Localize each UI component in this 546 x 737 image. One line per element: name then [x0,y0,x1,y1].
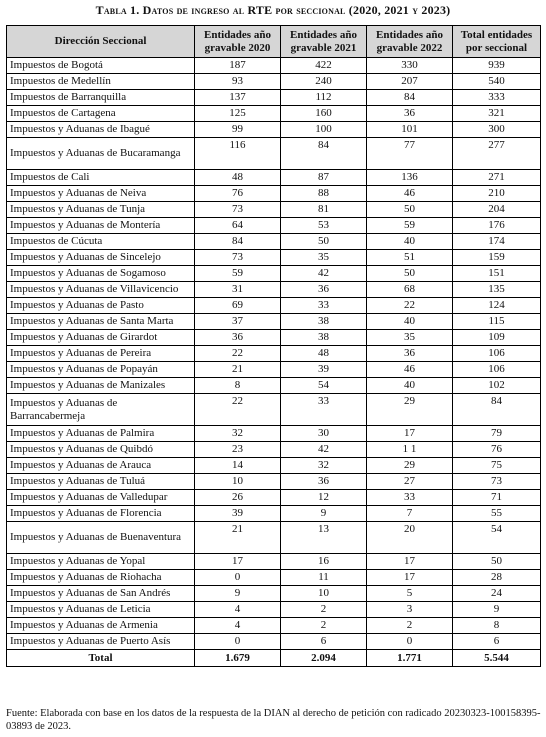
cell-2021: 9 [281,506,367,522]
cell-2022: 46 [367,186,453,202]
cell-2021: 16 [281,554,367,570]
cell-total: 102 [453,378,541,394]
table-row [7,426,541,442]
cell-seccional: Impuestos y Aduanas de Sogamoso [7,266,195,282]
cell-2020: 22 [195,346,281,362]
cell-2021: 39 [281,362,367,378]
cell-seccional: Impuestos de Barranquilla [7,90,195,106]
table-row [7,106,541,122]
cell-total: 271 [453,170,541,186]
cell-2022: 17 [367,554,453,570]
cell-2021: 10 [281,586,367,602]
cell-2022: 0 [367,634,453,650]
cell-seccional: Impuestos y Aduanas de Girardot [7,330,195,346]
cell-2022: 101 [367,122,453,138]
cell-2022: 46 [367,362,453,378]
table-row [7,586,541,602]
cell-total: 540 [453,74,541,90]
cell-2021: 2 [281,602,367,618]
cell-seccional: Impuestos y Aduanas de Neiva [7,186,195,202]
cell-total: 333 [453,90,541,106]
cell-2021: 48 [281,346,367,362]
cell-2020: 99 [195,122,281,138]
table-row [7,570,541,586]
cell-2022: 84 [367,90,453,106]
table-row [7,506,541,522]
cell-total: 210 [453,186,541,202]
table-row [7,362,541,378]
cell-seccional: Impuestos y Aduanas de Pasto [7,298,195,314]
cell-2022: 40 [367,378,453,394]
table-row [7,458,541,474]
table-row [7,602,541,618]
table-row [7,234,541,250]
cell-2021: 240 [281,74,367,90]
cell-seccional: Impuestos y Aduanas de Florencia [7,506,195,522]
cell-total: 6 [453,634,541,650]
cell-2022: 3 [367,602,453,618]
cell-seccional: Impuestos y Aduanas de Bucaramanga [7,138,195,170]
cell-2022: 35 [367,330,453,346]
cell-2021: 12 [281,490,367,506]
table-row [7,250,541,266]
cell-2021: 54 [281,378,367,394]
cell-total: 50 [453,554,541,570]
cell-2021: 81 [281,202,367,218]
cell-2020: 17 [195,554,281,570]
cell-2021: 13 [281,522,367,554]
cell-seccional: Impuestos y Aduanas de Pereira [7,346,195,362]
table-row [7,218,541,234]
table-row [7,394,541,426]
cell-total: 79 [453,426,541,442]
cell-2021: 6 [281,634,367,650]
cell-total: 71 [453,490,541,506]
cell-seccional: Impuestos y Aduanas de Puerto Asís [7,634,195,650]
table-row [7,442,541,458]
cell-seccional: Impuestos y Aduanas de Valledupar [7,490,195,506]
cell-total: 76 [453,442,541,458]
cell-2021: 87 [281,170,367,186]
cell-2022: 40 [367,314,453,330]
total-row [7,650,541,667]
cell-seccional: Impuestos de Bogotá [7,58,195,74]
cell-2020: 4 [195,618,281,634]
source-note: Fuente: Elaborada con base en los datos de la respuesta de la DIAN al derecho de petición con radicado 20230323-100158395-03893 de 2023. [6,708,541,732]
table-row [7,266,541,282]
cell-2021: 100 [281,122,367,138]
cell-2020: 23 [195,442,281,458]
cell-2020: 37 [195,314,281,330]
cell-2022: 68 [367,282,453,298]
cell-total: 9 [453,602,541,618]
cell-2020: 59 [195,266,281,282]
cell-2020: 26 [195,490,281,506]
cell-seccional: Impuestos y Aduanas de Palmira [7,426,195,442]
cell-total: 24 [453,586,541,602]
table-row [7,202,541,218]
cell-2020: 0 [195,634,281,650]
cell-2022: 29 [367,458,453,474]
cell-2022: 50 [367,266,453,282]
header-2022: Entidades año gravable 2022 [367,26,453,58]
cell-2021: 32 [281,458,367,474]
cell-total: 277 [453,138,541,170]
table-row [7,618,541,634]
cell-2022: 5 [367,586,453,602]
table-row [7,298,541,314]
cell-2021: 42 [281,442,367,458]
table-row [7,554,541,570]
rte-data-table [6,25,541,667]
cell-2022: 33 [367,490,453,506]
cell-seccional: Impuestos y Aduanas de Barrancabermeja [7,394,195,426]
cell-total: 106 [453,346,541,362]
cell-seccional: Impuestos y Aduanas de Buenaventura [7,522,195,554]
cell-seccional: Impuestos y Aduanas de Santa Marta [7,314,195,330]
cell-2021: 35 [281,250,367,266]
cell-2022: 50 [367,202,453,218]
cell-2021: 36 [281,474,367,490]
cell-seccional: Impuestos de Cartagena [7,106,195,122]
cell-total: 300 [453,122,541,138]
cell-2021: 42 [281,266,367,282]
cell-2021: 422 [281,58,367,74]
table-row [7,346,541,362]
cell-seccional: Impuestos de Cúcuta [7,234,195,250]
cell-seccional: Impuestos y Aduanas de Tunja [7,202,195,218]
table-row [7,522,541,554]
cell-total: 174 [453,234,541,250]
cell-2022: 207 [367,74,453,90]
cell-2022: 40 [367,234,453,250]
cell-seccional: Impuestos y Aduanas de San Andrés [7,586,195,602]
cell-seccional: Impuestos y Aduanas de Manizales [7,378,195,394]
table-row [7,282,541,298]
cell-2020: 4 [195,602,281,618]
cell-2020: 125 [195,106,281,122]
cell-total: 124 [453,298,541,314]
cell-total: 55 [453,506,541,522]
cell-total: 109 [453,330,541,346]
cell-total: 321 [453,106,541,122]
cell-2022: 36 [367,106,453,122]
cell-2020: 73 [195,202,281,218]
cell-2022: 7 [367,506,453,522]
cell-seccional: Impuestos y Aduanas de Arauca [7,458,195,474]
cell-total: 8 [453,618,541,634]
cell-2022: 1 1 [367,442,453,458]
cell-2020: 187 [195,58,281,74]
cell-2020: 73 [195,250,281,266]
cell-2021: 38 [281,330,367,346]
cell-2020: 76 [195,186,281,202]
cell-2020: 9 [195,586,281,602]
cell-seccional: Impuestos y Aduanas de Ibagué [7,122,195,138]
cell-2020: 39 [195,506,281,522]
cell-total: 54 [453,522,541,554]
table-caption: Tabla 1. Datos de ingreso al RTE por seccional (2020, 2021 y 2023) [95,3,451,17]
cell-seccional: Impuestos y Aduanas de Leticia [7,602,195,618]
table-row [7,74,541,90]
cell-seccional: Impuestos y Aduanas de Tuluá [7,474,195,490]
cell-2020: 14 [195,458,281,474]
table-row [7,490,541,506]
cell-total: 135 [453,282,541,298]
cell-total: 84 [453,394,541,426]
header-total: Total entidades por seccional [453,26,541,58]
cell-2020: 36 [195,330,281,346]
cell-2021: 160 [281,106,367,122]
cell-seccional: Impuestos y Aduanas de Armenia [7,618,195,634]
header-2020: Entidades año gravable 2020 [195,26,281,58]
cell-2022: 27 [367,474,453,490]
cell-2022: 29 [367,394,453,426]
cell-2020: 21 [195,522,281,554]
cell-total: 151 [453,266,541,282]
cell-2022: 20 [367,522,453,554]
cell-2022: 136 [367,170,453,186]
header-row [7,26,541,58]
table-row [7,138,541,170]
table-row [7,122,541,138]
table-row [7,170,541,186]
cell-2020: 10 [195,474,281,490]
cell-2021: 2 [281,618,367,634]
cell-total: 159 [453,250,541,266]
total-label: Total [7,650,195,667]
cell-total: 204 [453,202,541,218]
table-body [7,58,541,650]
cell-2022: 17 [367,426,453,442]
cell-2021: 30 [281,426,367,442]
cell-seccional: Impuestos y Aduanas de Montería [7,218,195,234]
cell-2020: 22 [195,394,281,426]
cell-2020: 21 [195,362,281,378]
cell-2021: 33 [281,298,367,314]
cell-2022: 330 [367,58,453,74]
cell-total: 73 [453,474,541,490]
table-row [7,186,541,202]
cell-total: 115 [453,314,541,330]
table-row [7,378,541,394]
cell-seccional: Impuestos de Medellín [7,74,195,90]
cell-2021: 33 [281,394,367,426]
cell-2021: 50 [281,234,367,250]
table-footer [7,650,541,667]
cell-2022: 51 [367,250,453,266]
cell-seccional: Impuestos y Aduanas de Villavicencio [7,282,195,298]
cell-2021: 36 [281,282,367,298]
cell-2021: 38 [281,314,367,330]
cell-2020: 64 [195,218,281,234]
total-2020: 1.679 [195,650,281,667]
table-header [7,26,541,58]
cell-total: 106 [453,362,541,378]
cell-2022: 17 [367,570,453,586]
cell-2021: 84 [281,138,367,170]
cell-total: 28 [453,570,541,586]
table-row [7,330,541,346]
cell-2020: 69 [195,298,281,314]
cell-seccional: Impuestos y Aduanas de Riohacha [7,570,195,586]
cell-2020: 84 [195,234,281,250]
cell-seccional: Impuestos y Aduanas de Popayán [7,362,195,378]
cell-seccional: Impuestos y Aduanas de Yopal [7,554,195,570]
table-row [7,474,541,490]
cell-2021: 112 [281,90,367,106]
cell-total: 75 [453,458,541,474]
cell-2020: 116 [195,138,281,170]
total-2022: 1.771 [367,650,453,667]
header-direccion-seccional: Dirección Seccional [7,26,195,58]
cell-2020: 8 [195,378,281,394]
cell-seccional: Impuestos de Cali [7,170,195,186]
cell-2022: 2 [367,618,453,634]
cell-2022: 59 [367,218,453,234]
cell-2020: 137 [195,90,281,106]
cell-2020: 48 [195,170,281,186]
cell-2020: 0 [195,570,281,586]
table-row [7,58,541,74]
cell-2022: 77 [367,138,453,170]
cell-total: 939 [453,58,541,74]
cell-total: 176 [453,218,541,234]
cell-2020: 93 [195,74,281,90]
cell-2022: 22 [367,298,453,314]
table-row [7,314,541,330]
cell-2020: 31 [195,282,281,298]
cell-2021: 88 [281,186,367,202]
cell-2021: 11 [281,570,367,586]
total-2021: 2.094 [281,650,367,667]
cell-2021: 53 [281,218,367,234]
table-row [7,634,541,650]
cell-seccional: Impuestos y Aduanas de Quibdó [7,442,195,458]
total-all: 5.544 [453,650,541,667]
header-2021: Entidades año gravable 2021 [281,26,367,58]
cell-seccional: Impuestos y Aduanas de Sincelejo [7,250,195,266]
cell-2020: 32 [195,426,281,442]
cell-2022: 36 [367,346,453,362]
table-row [7,90,541,106]
